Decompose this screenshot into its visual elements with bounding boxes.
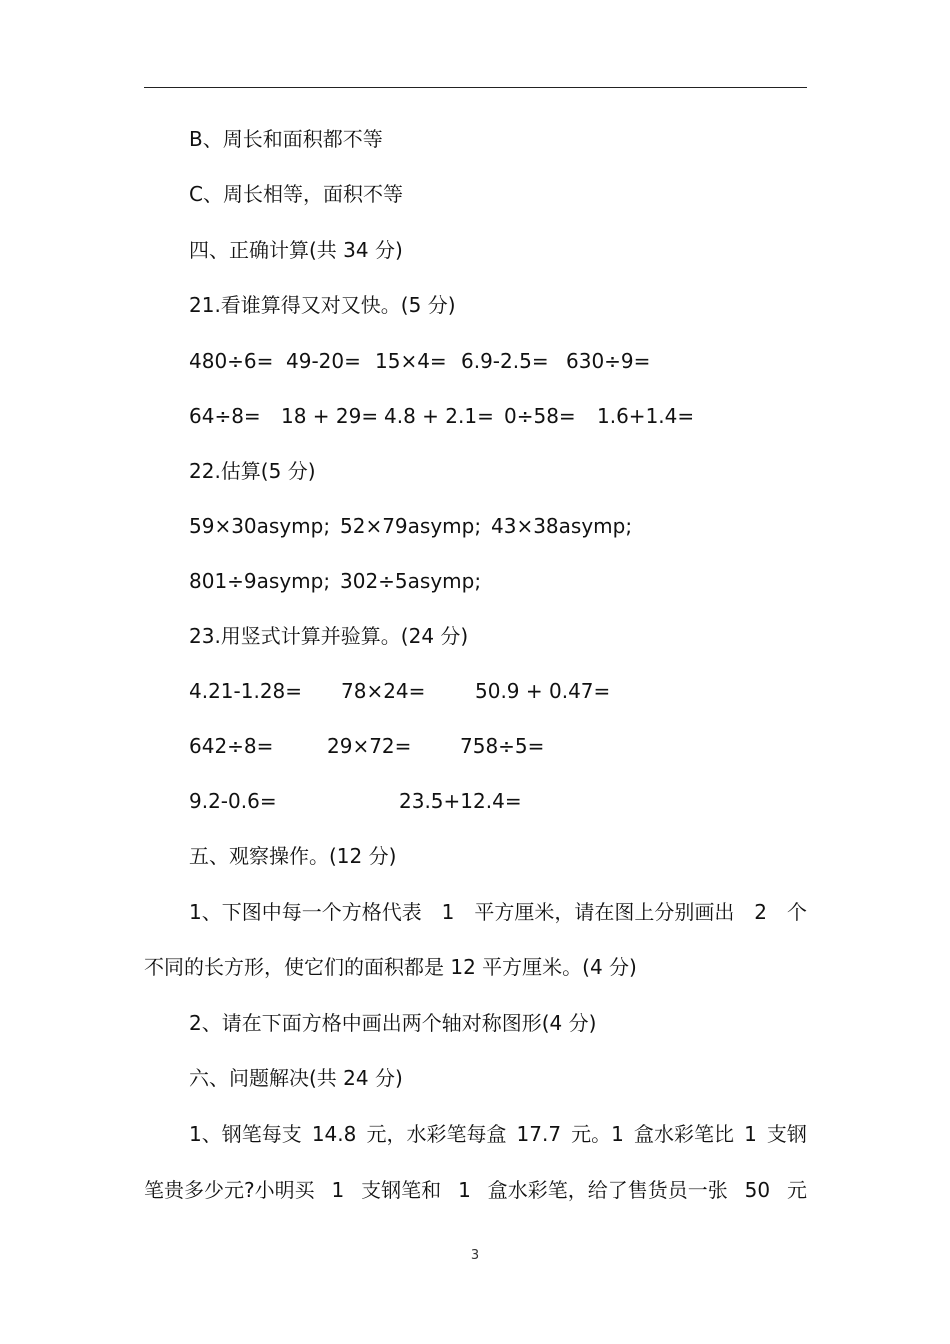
q21-item: 1.6+1.4=	[597, 404, 695, 428]
text-run: 2	[754, 900, 768, 924]
text-run: 元。1	[571, 1122, 624, 1146]
q22-item: 43×38asymp;	[491, 514, 633, 538]
q23-item: 29×72=	[327, 734, 412, 758]
q23-item: 23.5+12.4=	[399, 789, 522, 813]
text-run: 笔贵多少元?小明买	[144, 1178, 315, 1202]
header-rule	[144, 87, 807, 88]
section-4-heading: 四、正确计算(共 34 分)	[189, 238, 403, 262]
section-6-heading: 六、问题解决(共 24 分)	[189, 1066, 403, 1090]
question-23: 23.用竖式计算并验算。(24 分)	[189, 624, 469, 648]
text-run: 平方厘米，请在图上分别画出	[474, 900, 735, 924]
question-22: 22.估算(5 分)	[189, 459, 316, 483]
section-5-heading: 五、观察操作。(12 分)	[189, 844, 397, 868]
text-run: 17.7	[516, 1122, 562, 1146]
text-run: 元，水彩笔每盒	[366, 1122, 507, 1146]
s6-q1-line1	[189, 1121, 807, 1147]
q22-item: 302÷5asymp;	[340, 569, 482, 593]
q23-item: 9.2-0.6=	[189, 789, 277, 813]
q21-item: 0÷58=	[504, 404, 576, 428]
q22-item: 59×30asymp;	[189, 514, 331, 538]
text-run: 1	[744, 1122, 757, 1146]
text-run: 14.8	[311, 1122, 357, 1146]
page-number: 3	[470, 1248, 480, 1263]
question-21: 21.看谁算得又对又快。(5 分)	[189, 293, 456, 317]
q21-item: 480÷6=	[189, 349, 274, 373]
option-c: C、周长相等，面积不等	[189, 182, 403, 206]
text-run: 1、下图中每一个方格代表	[189, 900, 422, 924]
q21-item: 630÷9=	[566, 349, 651, 373]
text-run: 盒水彩笔，给了售货员一张	[487, 1178, 728, 1202]
text-run: 个	[786, 900, 807, 924]
q21-item: 15×4=	[375, 349, 447, 373]
text-run: 1	[458, 1178, 471, 1202]
q21-item: 18 + 29=	[281, 404, 379, 428]
q21-item: 64÷8=	[189, 404, 261, 428]
text-run: 1	[331, 1178, 345, 1202]
q22-item: 52×79asymp;	[340, 514, 482, 538]
s6-q1-line2	[144, 1177, 807, 1203]
text-run: 1	[441, 900, 455, 924]
q21-item: 4.8 + 2.1=	[384, 404, 494, 428]
option-b: B、周长和面积都不等	[189, 127, 383, 151]
q21-item: 6.9-2.5=	[461, 349, 549, 373]
q23-item: 4.21-1.28=	[189, 679, 303, 703]
q22-item: 801÷9asymp;	[189, 569, 331, 593]
q23-item: 78×24=	[341, 679, 426, 703]
q23-item: 50.9 + 0.47=	[475, 679, 611, 703]
q23-item: 758÷5=	[460, 734, 545, 758]
text-run: 50	[744, 1178, 771, 1202]
s5-q1-line1	[189, 899, 807, 925]
text-run: 支钢	[766, 1122, 807, 1146]
text-run: 盒水彩笔比	[634, 1122, 734, 1146]
text-run: 1、钢笔每支	[189, 1122, 302, 1146]
text-run: 支钢笔和	[361, 1178, 442, 1202]
q23-item: 642÷8=	[189, 734, 274, 758]
q21-item: 49-20=	[286, 349, 361, 373]
text-run: 元	[786, 1178, 807, 1202]
s5-q2: 2、请在下面方格中画出两个轴对称图形(4 分)	[189, 1011, 597, 1035]
s5-q1-line2: 不同的长方形，使它们的面积都是 12 平方厘米。(4 分)	[144, 955, 637, 979]
